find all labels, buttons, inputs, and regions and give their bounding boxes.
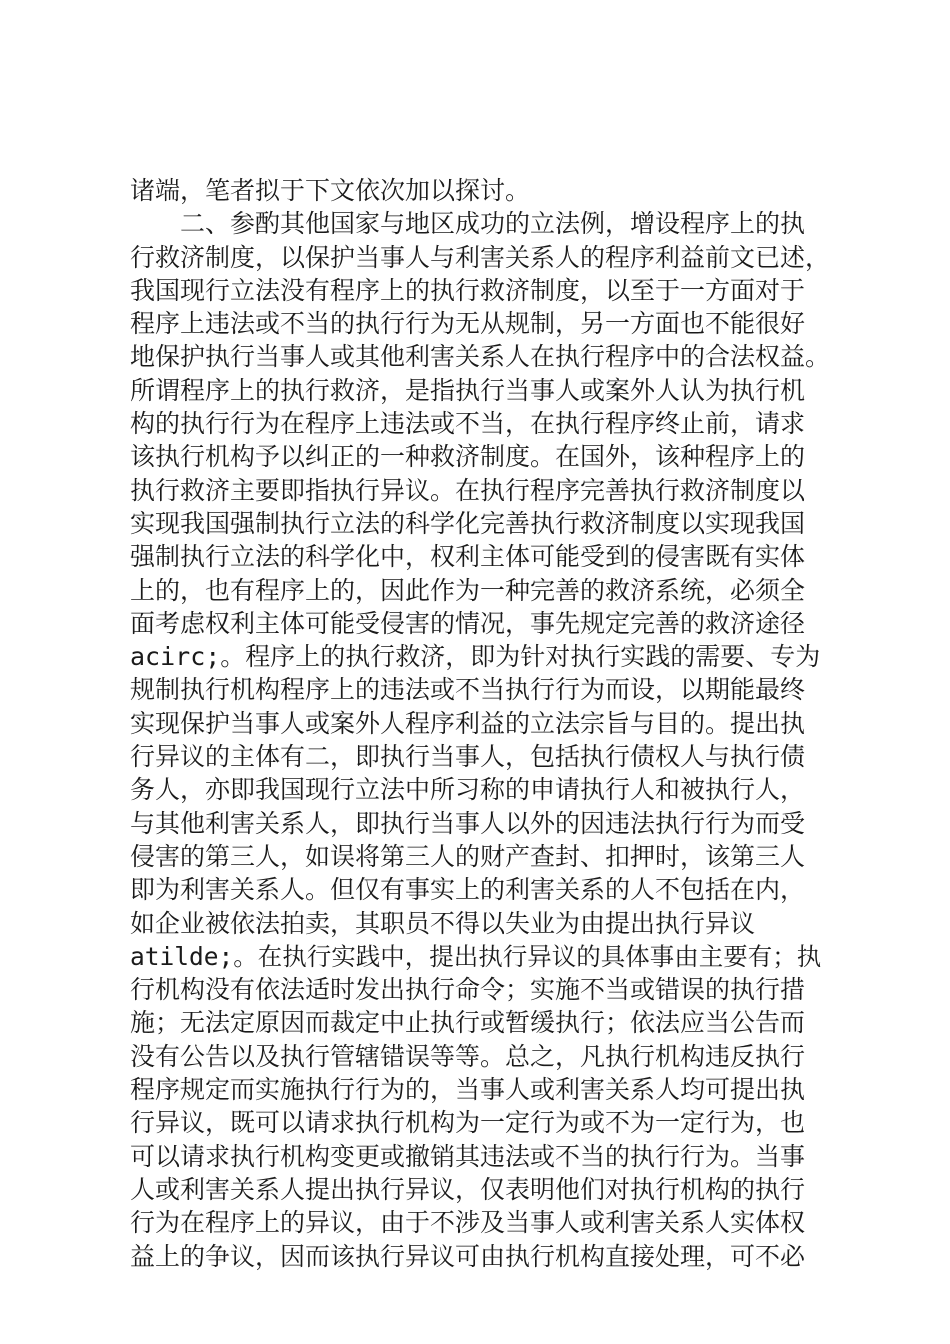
text-line: 上的，也有程序上的，因此作为一种完善的救济系统，必须全 <box>130 575 806 605</box>
text-line: 侵害的第三人，如误将第三人的财产查封、扣押时，该第三人 <box>130 841 806 871</box>
text-line: 如企业被依法拍卖，其职员不得以失业为由提出执行异议 <box>130 908 756 938</box>
text-line: 行异议的主体有二，即执行当事人，包括执行债权人与执行债 <box>130 742 806 772</box>
text-line: 行救济制度，以保护当事人与利害关系人的程序利益前文已述， <box>130 242 830 272</box>
text-line: 执行救济主要即指执行异议。在执行程序完善执行救济制度以 <box>130 475 806 505</box>
text-line: 实现保护当事人或案外人程序利益的立法宗旨与目的。提出执 <box>130 708 806 738</box>
text-line: 没有公告以及执行管辖错误等等。总之，凡执行机构违反执行 <box>130 1041 806 1071</box>
text-line: 行机构没有依法适时发出执行命令；实施不当或错误的执行措 <box>130 975 806 1005</box>
text-line: 人或利害关系人提出执行异议，仅表明他们对执行机构的执行 <box>130 1174 806 1204</box>
text-line: atilde;。在执行实践中，提出执行异议的具体事由主要有；执 <box>130 941 822 971</box>
text-line: 我国现行立法没有程序上的执行救济制度，以至于一方面对于 <box>130 275 806 305</box>
body-text <box>130 174 830 1273</box>
text-line: 诸端，笔者拟于下文依次加以探讨。 <box>130 176 531 205</box>
text-line: 强制执行立法的科学化中，权利主体可能受到的侵害既有实体 <box>130 542 806 572</box>
text-line: 程序规定而实施执行行为的，当事人或利害关系人均可提出执 <box>130 1075 806 1105</box>
text-line: acirc;。程序上的执行救济，即为针对执行实践的需要、专为 <box>130 642 821 672</box>
text-line: 面考虑权利主体可能受侵害的情况，事先规定完善的救济途径 <box>130 608 806 638</box>
text-line: 可以请求执行机构变更或撤销其违法或不当的执行行为。当事 <box>130 1141 806 1171</box>
text-line: 地保护执行当事人或其他利害关系人在执行程序中的合法权益。 <box>130 342 830 372</box>
text-line: 施；无法定原因而裁定中止执行或暂缓执行；依法应当公告而 <box>130 1008 806 1038</box>
text-line: 务人，亦即我国现行立法中所习称的申请执行人和被执行人， <box>130 775 806 805</box>
text-line: 即为利害关系人。但仅有事实上的利害关系的人不包括在内， <box>130 875 806 905</box>
text-line: 该执行机构予以纠正的一种救济制度。在国外，该种程序上的 <box>130 442 806 472</box>
text-line: 构的执行行为在程序上违法或不当，在执行程序终止前，请求 <box>130 409 806 439</box>
text-line: 程序上违法或不当的执行行为无从规制，另一方面也不能很好 <box>130 309 806 339</box>
text-line: 益上的争议，因而该执行异议可由执行机构直接处理，可不必 <box>130 1241 806 1271</box>
text-line: 二、参酌其他国家与地区成功的立法例，增设程序上的执 <box>130 209 806 239</box>
text-line: 与其他利害关系人，即执行当事人以外的因违法执行行为而受 <box>130 808 806 838</box>
text-line: 所谓程序上的执行救济，是指执行当事人或案外人认为执行机 <box>130 375 806 405</box>
text-line: 行为在程序上的异议，由于不涉及当事人或利害关系人实体权 <box>130 1208 806 1238</box>
text-line: 实现我国强制执行立法的科学化完善执行救济制度以实现我国 <box>130 508 806 538</box>
text-line: 行异议，既可以请求执行机构为一定行为或不为一定行为，也 <box>130 1108 806 1138</box>
text-line: 规制执行机构程序上的违法或不当执行行为而设，以期能最终 <box>130 675 806 705</box>
